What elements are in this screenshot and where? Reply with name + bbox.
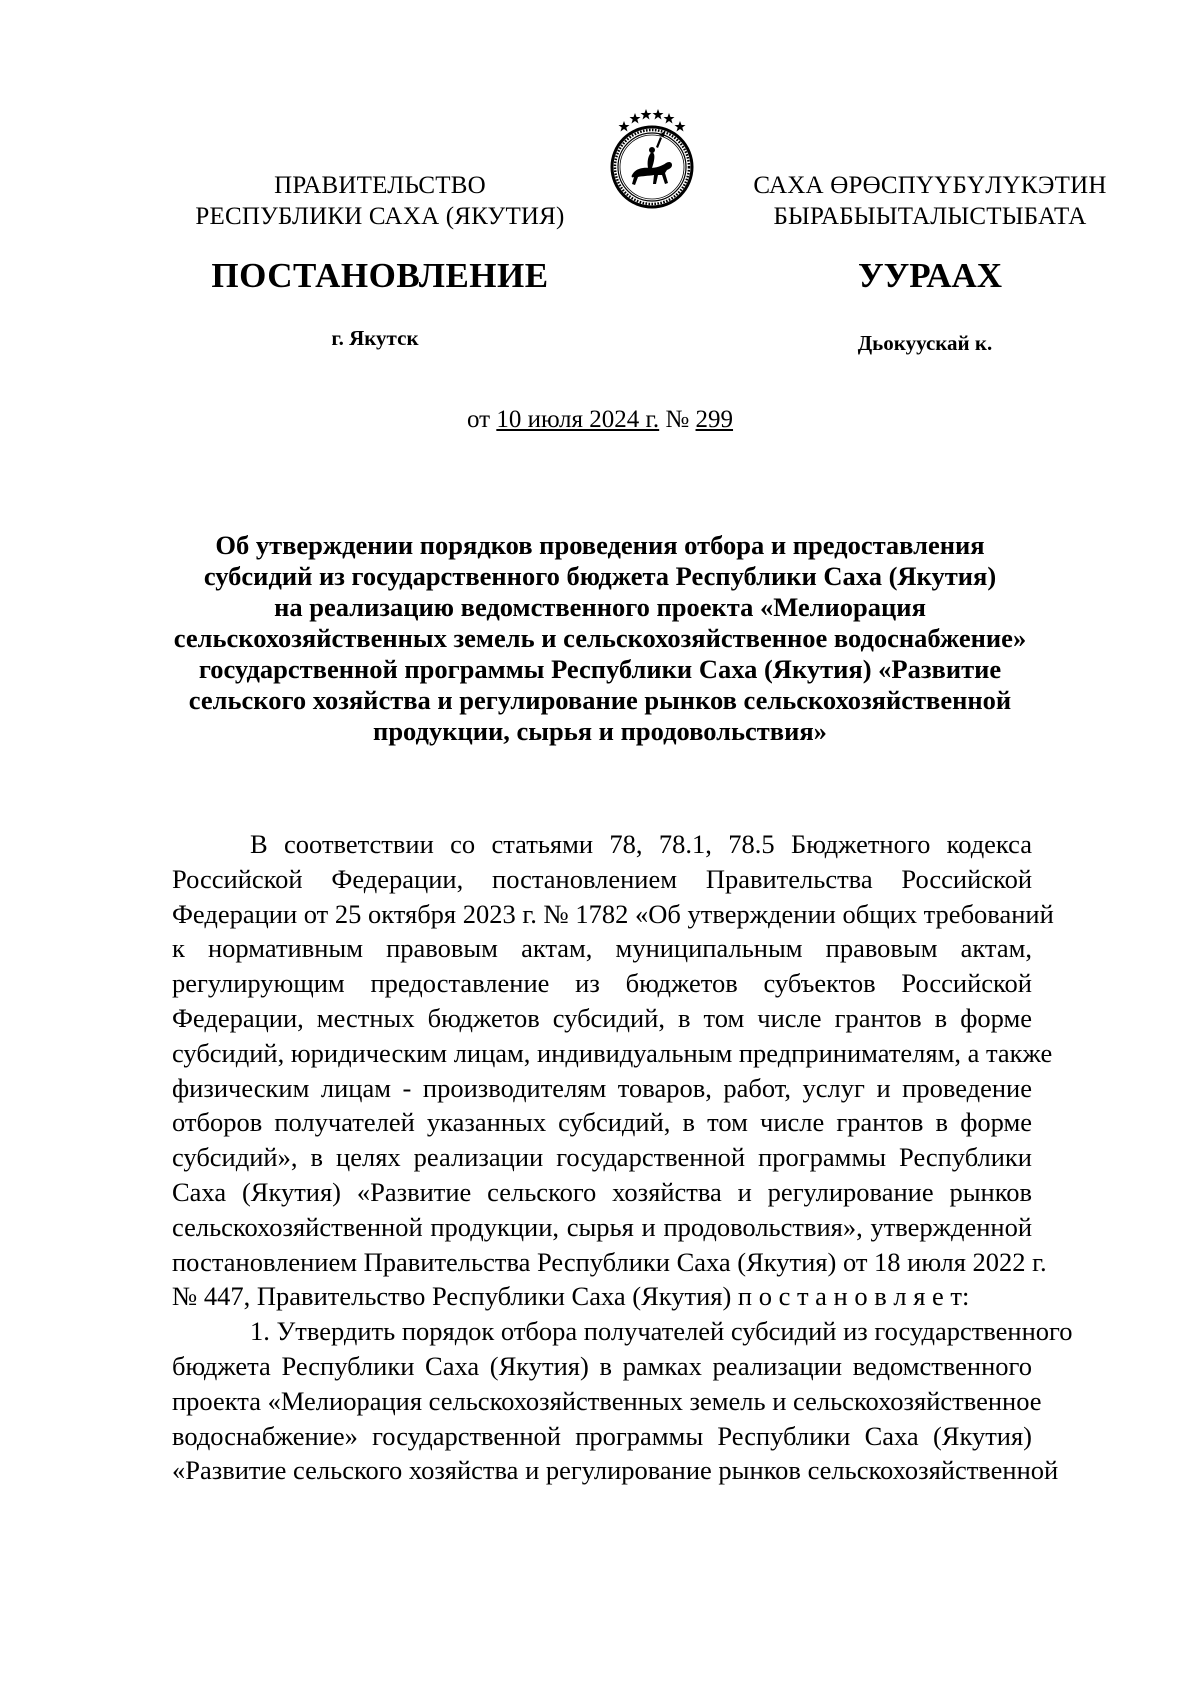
dateline-number-sign: № [665, 406, 690, 433]
body-line: проекта «Мелиорация сельскохозяйственных земель и сельскохозяйственное [172, 1385, 1042, 1416]
body-line: регулирующим предоставление из бюджетов субъектов Российской [172, 968, 1032, 999]
city-right: Дьокуускай к. [857, 331, 993, 355]
dateline-number: 299 [695, 406, 734, 433]
header-right-line2: БЫРАБЫЫТАЛЫСТЫБАТА [773, 203, 1087, 230]
body-line: постановлением Правительства Республики Саха (Якутия) от 18 июля 2022 г. [172, 1246, 1047, 1277]
body-line: к нормативным правовым актам, муниципальным правовым актам, [172, 933, 1032, 964]
body-line: Саха (Якутия) «Развитие сельского хозяйства и регулирование рынков [172, 1176, 1032, 1207]
doctype-right: УУРААХ [857, 256, 1003, 295]
body-line: Федерации, местных бюджетов субсидий, в том числе грантов в форме [172, 1002, 1032, 1033]
title-line: сельского хозяйства и регулирование рынков сельскохозяйственной [188, 685, 1012, 715]
body-line: физическим лицам - производителям товаров, работ, услуг и проведение [172, 1072, 1032, 1103]
document-title [165, 530, 1035, 747]
title-line: продукции, сырья и продовольствия» [373, 716, 827, 746]
title-line: на реализацию ведомственного проекта «Мелиорация [274, 592, 926, 622]
body-line: отборов получателей указанных субсидий, в том числе грантов в форме [172, 1107, 1032, 1138]
body-line: Федерации от 25 октября 2023 г. № 1782 «Об утверждении общих требований [172, 898, 1054, 929]
dateline-date: 10 июля 2024 г. [496, 406, 660, 433]
header-right-line1: САХА ӨРӨСПҮҮБҮЛҮКЭТИН [753, 172, 1107, 199]
dateline [300, 405, 900, 435]
body-line: Российской Федерации, постановлением Правительства Российской [172, 863, 1032, 894]
body-line: водоснабжение» государственной программы Республики Саха (Якутия) [172, 1420, 1032, 1451]
header-left-line2: РЕСПУБЛИКИ САХА (ЯКУТИЯ) [195, 203, 565, 230]
body-line: субсидий, юридическим лицам, индивидуальным предпринимателям, а также [172, 1037, 1053, 1068]
title-line: государственной программы Республики Саха (Якутия) «Развитие [198, 654, 1002, 684]
title-line: сельскохозяйственных земель и сельскохозяйственное водоснабжение» [173, 623, 1027, 653]
body-line: 1. Утвердить порядок отбора получателей субсидий из государственного [250, 1316, 1073, 1347]
body-line: субсидий», в целях реализации государственной программы Республики [172, 1142, 1032, 1173]
dateline-prefix: от [466, 406, 491, 433]
header-left [180, 170, 580, 232]
body-line: бюджета Республики Саха (Якутия) в рамках реализации ведомственного [172, 1350, 1032, 1381]
city-left: г. Якутск [331, 326, 419, 350]
republic-sakha-emblem-icon [602, 107, 702, 210]
body-line: № 447, Правительство Республики Саха (Якутия) п о с т а н о в л я е т: [172, 1281, 970, 1312]
header-left-line1: ПРАВИТЕЛЬСТВО [274, 172, 486, 199]
body-line: сельскохозяйственной продукции, сырья и продовольствия», утвержденной [172, 1211, 1032, 1242]
body-line: «Развитие сельского хозяйства и регулирование рынков сельскохозяйственной [172, 1455, 1059, 1486]
header-right [740, 170, 1120, 232]
body-line: В соответствии со статьями 78, 78.1, 78.5 Бюджетного кодекса [250, 829, 1032, 859]
title-line: субсидий из государственного бюджета Республики Саха (Якутия) [203, 561, 997, 591]
title-line: Об утверждении порядков проведения отбора и предоставления [215, 530, 985, 560]
doctype-left: ПОСТАНОВЛЕНИЕ [211, 256, 549, 295]
document-body [172, 827, 1073, 1488]
